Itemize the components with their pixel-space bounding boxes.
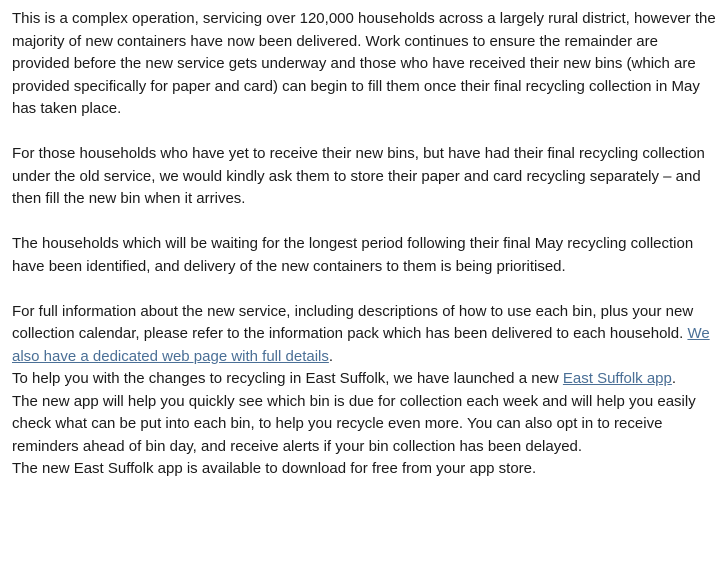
paragraph-spacer bbox=[12, 121, 717, 144]
article-body bbox=[12, 8, 717, 481]
paragraph-awaiting-bins: For those households who have yet to receive their new bins, but have had their final recycling collection under the old service, we would kindly ask them to store their paper and card recycling separately – and then fill the new bin when it arrives. bbox=[12, 145, 705, 207]
paragraph-operation-overview: This is a complex operation, servicing over 120,000 households across a largely rural district, however the majority of new containers have now been delivered. Work continues to ensure the remainder are provided before the new service gets underway and those who have received their new bins (which are provided specifically for paper and card) can begin to fill them once their final recycling collection in May has taken place. bbox=[12, 10, 716, 117]
paragraph-app-download: The new East Suffolk app is available to download for free from your app store. bbox=[12, 460, 537, 477]
paragraph-full-information bbox=[12, 301, 717, 369]
paragraph-app-launch bbox=[12, 368, 717, 391]
full-information-text: For full information about the new service, including descriptions of how to use each bin, plus your new collection calendar, please refer to the information pack which has been delivered to each household. bbox=[12, 302, 694, 342]
east-suffolk-app-link[interactable]: East Suffolk app bbox=[562, 370, 672, 387]
dedicated-web-page-link[interactable]: We also have a dedicated web page with full details bbox=[12, 325, 710, 365]
full-information-end: . bbox=[328, 347, 334, 365]
paragraph-prioritised-delivery: The households which will be waiting for the longest period following their final May recycling collection have been identified, and delivery of the new containers to them is being prioritised. bbox=[12, 235, 694, 275]
paragraph-spacer bbox=[12, 278, 717, 301]
paragraph-app-features: The new app will help you quickly see which bin is due for collection each week and will help you easily check what can be put into each bin, to help you recycle even more. You can also opt in to receive reminders ahead of bin day, and receive alerts if your bin collection has been delayed. bbox=[12, 392, 696, 455]
app-launch-text: To help you with the changes to recycling in East Suffolk, we have launched a new bbox=[12, 370, 563, 387]
paragraph-spacer bbox=[12, 211, 717, 234]
app-launch-end: . bbox=[671, 370, 677, 387]
